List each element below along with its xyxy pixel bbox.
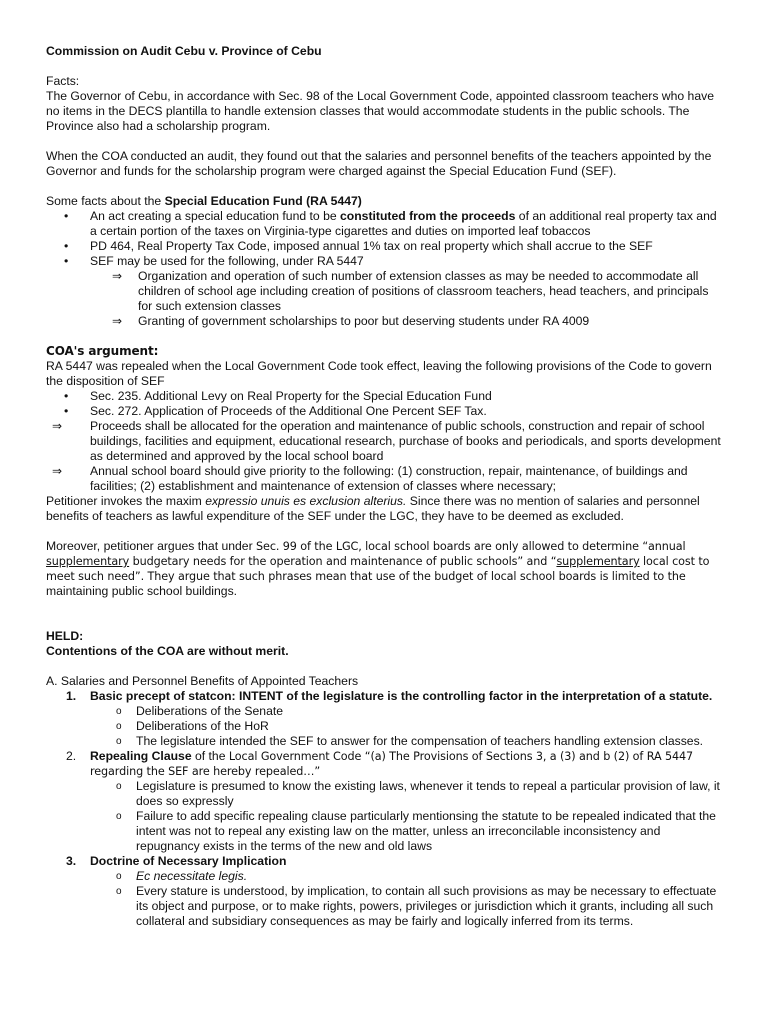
list-item <box>46 854 722 869</box>
sub-item-text: Organization and operation of such number of extension classes as may be needed to accommodate all children of school age including creation of positions of classroom teachers, head teachers, and principals for such extension classes <box>138 269 709 313</box>
list-item <box>46 704 722 719</box>
list-item <box>46 884 722 929</box>
sef-intro-text: Some facts about the <box>46 194 165 208</box>
sef-facts-list <box>46 209 722 269</box>
arrow-item-text: Proceeds shall be allocated for the operation and maintenance of public schools, construction and repair of school buildings, facilities and equipment, educational research, purchase of books and periodicals, and sports development as determined and approved by the local school board <box>90 419 721 463</box>
arrow-marker: ⇒ <box>112 314 123 328</box>
circle-marker: o <box>116 781 122 792</box>
item1-sub-list <box>46 704 722 749</box>
facts-paragraph-1: The Governor of Cebu, in accordance with Sec. 98 of the Local Government Code, appointed classroom teachers who have no items in the DECS plantilla to handle extension classes that would accommodate students in the public schools. The Province also had a scholarship program. <box>46 89 714 133</box>
list-item <box>46 779 722 809</box>
bullet-marker: • <box>64 239 69 253</box>
bullet-marker: • <box>64 404 69 418</box>
section-a-heading: A. Salaries and Personnel Benefits of Appointed Teachers <box>46 674 359 688</box>
sub-item-text: Deliberations of the HoR <box>136 719 269 733</box>
maxim-italic-text: expressio unuis es exclusion alterius. <box>205 494 407 508</box>
moreover-quote-text: Sec. 99 of the LGC, local school boards are only allowed to determine “annual <box>256 540 686 553</box>
arrow-item <box>46 464 722 494</box>
sub-item-text: Ec necessitate legis. <box>136 869 248 883</box>
held-numbered-list <box>46 689 722 704</box>
sub-item-text: Failure to add specific repealing clause particularly mentionsing the statute to be repealed indicated that the intent was not to repeal any existing law on the matter, unless an irreconcilable inconsistency and repugnancy exists in the terms of the new and old laws <box>136 809 716 853</box>
list-item <box>46 809 722 854</box>
sub-item-text: Legislature is presumed to know the existing laws, whenever it tends to repeal a particular provision of law, it does so expressly <box>136 779 720 808</box>
circle-marker: o <box>116 721 122 732</box>
moreover-text: maintaining public school buildings. <box>46 584 238 598</box>
bullet-text: An act creating a special education fund to be <box>90 209 341 223</box>
coa-heading: COA's argument: <box>46 344 159 358</box>
maxim-text: Since there was no mention of salaries and personnel benefits of teachers as lawful expenditure of the SEF under the LGC, they have to be deemed as excluded. <box>46 494 700 523</box>
bullet-marker: • <box>64 254 69 268</box>
list-item <box>46 209 722 239</box>
sub-item-text: Every stature is understood, by implication, to contain all such provisions as may be necessary to effectuate its object and purpose, or to make rights, powers, privileges or jurisdiction which it grants, including all such collateral and subsidiary consequences as may be fairly and logically inferred from its terms. <box>136 884 717 928</box>
moreover-paragraph <box>46 539 722 599</box>
bullet-bold-text: constituted from the proceeds <box>340 209 516 223</box>
bullet-text: of an additional real property tax and a certain portion of the taxes on Virginia-type cigarettes and duties on imported leaf tobaccos <box>90 209 717 238</box>
moreover-text: Moreover, petitioner argues that under <box>46 539 257 553</box>
facts-paragraph-2: When the COA conducted an audit, they found out that the salaries and personnel benefits of the teachers appointed by the Governor and funds for the scholarship program were charged against the Special Education Fund (SEF). <box>46 149 712 178</box>
item-number: 3. <box>66 854 77 868</box>
bullet-marker: • <box>64 209 69 223</box>
moreover-quote-text: local cost to meet such need”. They argue that such phrases mean that use of the budget of local school boards is limited to the <box>46 555 710 583</box>
arrow-marker: ⇒ <box>112 269 123 283</box>
underlined-word: supplementary <box>556 555 640 568</box>
arrow-item-text: Annual school board should give priority to the following: (1) construction, repair, maintenance, of buildings and facilities; (2) establishment and maintenance of extension of classes where necessary; <box>90 464 688 493</box>
held-numbered-list <box>46 854 722 869</box>
held-numbered-list <box>46 749 722 779</box>
item3-sub-list <box>46 869 722 929</box>
bullet-text: PD 464, Real Property Tax Code, imposed annual 1% tax on real property which shall accrue to the SEF <box>90 239 653 253</box>
maxim-paragraph <box>46 494 722 524</box>
sef-intro-bold: Special Education Fund (RA 5447) <box>164 194 362 208</box>
circle-marker: o <box>116 886 122 897</box>
bullet-marker: • <box>64 389 69 403</box>
sef-intro <box>46 194 722 209</box>
item-bold-text: Repealing Clause <box>90 749 192 763</box>
document-title: Commission on Audit Cebu v. Province of Cebu <box>46 44 322 58</box>
item2-sub-list <box>46 779 722 854</box>
held-subheading: Contentions of the COA are without merit. <box>46 644 289 658</box>
underlined-word: supplementary <box>46 555 130 568</box>
maxim-text: Petitioner invokes the maxim <box>46 494 206 508</box>
list-item <box>46 254 722 269</box>
circle-marker: o <box>116 871 122 882</box>
arrow-marker: ⇒ <box>52 419 63 433</box>
circle-marker: o <box>116 811 122 822</box>
circle-marker: o <box>116 706 122 717</box>
list-item <box>46 239 722 254</box>
sub-list-item <box>46 269 722 314</box>
sub-item-text: Granting of government scholarships to poor but deserving students under RA 4009 <box>138 314 590 328</box>
coa-provisions-list <box>46 389 722 419</box>
item-text: of the <box>191 749 229 763</box>
arrow-marker: ⇒ <box>52 464 63 478</box>
list-item <box>46 749 722 779</box>
list-item <box>46 389 722 404</box>
item-text: Doctrine of Necessary Implication <box>90 854 287 868</box>
circle-marker: o <box>116 736 122 747</box>
item-number: 1. <box>66 689 77 703</box>
item-quote-text: Local Government Code “(a) The Provisions of Sections 3, a (3) and b (2) of RA 5447 regarding the SEF are hereby repealed…” <box>90 750 694 778</box>
facts-heading: Facts: <box>46 74 80 88</box>
bullet-text: Sec. 272. Application of Proceeds of the Additional One Percent SEF Tax. <box>90 404 487 418</box>
moreover-quote-text: budgetary needs for the operation and maintenance of public schools” and “ <box>129 555 557 568</box>
list-item <box>46 689 722 704</box>
bullet-text: SEF may be used for the following, under RA 5447 <box>90 254 364 268</box>
sub-item-text: Deliberations of the Senate <box>136 704 284 718</box>
coa-intro: RA 5447 was repealed when the Local Government Code took effect, leaving the following provisions of the Code to govern the disposition of SEF <box>46 359 712 388</box>
item-text: Basic precept of statcon: INTENT of the legislature is the controlling factor in the interpretation of a statute. <box>90 689 713 703</box>
sub-item-text: The legislature intended the SEF to answer for the compensation of teachers handling extension classes. <box>136 734 704 748</box>
list-item <box>46 404 722 419</box>
bullet-text: Sec. 235. Additional Levy on Real Property for the Special Education Fund <box>90 389 492 403</box>
list-item <box>46 719 722 734</box>
list-item <box>46 734 722 749</box>
arrow-item <box>46 419 722 464</box>
sub-list-item <box>46 314 722 329</box>
list-item <box>46 869 722 884</box>
item-number: 2. <box>66 749 77 763</box>
held-heading: HELD: <box>46 629 84 643</box>
